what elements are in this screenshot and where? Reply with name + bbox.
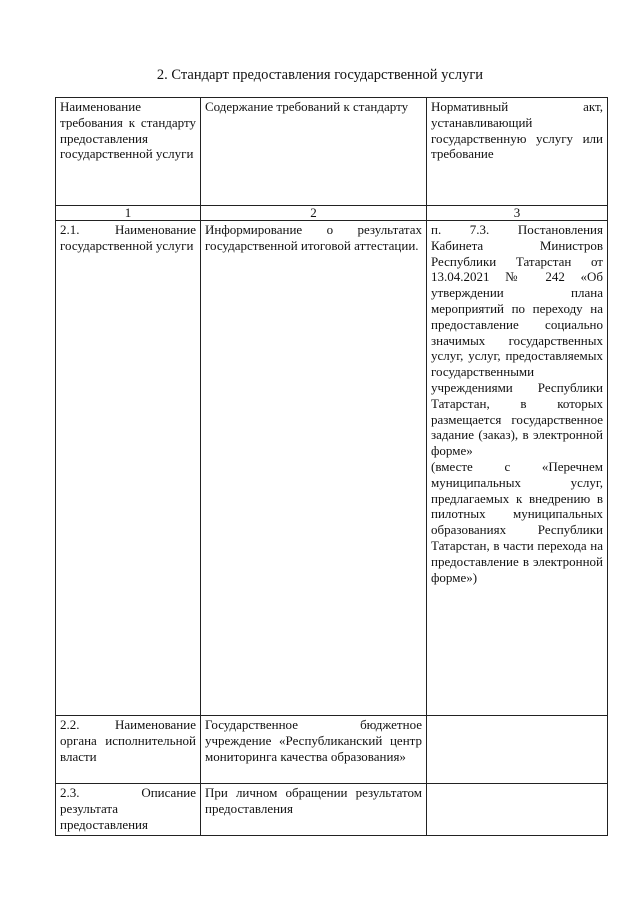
row-content-cell: При личном обращении результатом предоставления [201, 784, 427, 836]
column-number-cell: 1 [56, 206, 201, 221]
column-number-row [56, 206, 608, 221]
row-name-cell: 2.1. Наименование государственной услуги [56, 221, 201, 716]
row-name-cell: 2.2. Наименование органа исполнительной власти [56, 716, 201, 784]
table-header-row [56, 98, 608, 206]
column-number-cell: 2 [201, 206, 427, 221]
header-cell-requirement-name: Наименование требования к стандарту предоставления государственной услуги [56, 98, 201, 206]
act-note: (вместе с «Перечнем муниципальных услуг, предлагаемых к внедрению в пилотных муниципальных образованиях Республики Татарстан, в части перехода на предоставление в электронной форме») [431, 458, 603, 585]
row-act-cell [427, 221, 608, 716]
table-row [56, 221, 608, 716]
row-content-cell: Информирование о результатах государственной итоговой аттестации. [201, 221, 427, 716]
table-row [56, 716, 608, 784]
row-act-cell [427, 784, 608, 836]
row-content-cell: Государственное бюджетное учреждение «Республиканский центр мониторинга качества образования» [201, 716, 427, 784]
column-number-cell: 3 [427, 206, 608, 221]
page-title: 2. Стандарт предоставления государственной услуги [156, 67, 484, 83]
standard-table [55, 97, 608, 836]
header-cell-requirement-content: Содержание требований к стандарту [201, 98, 427, 206]
row-name-cell: 2.3. Описание результата предоставления [56, 784, 201, 836]
table-row [56, 784, 608, 836]
row-act-cell [427, 716, 608, 784]
header-cell-normative-act: Нормативный акт, устанавливающий государственную услугу или требование [427, 98, 608, 206]
act-text: п. 7.3. Постановления Кабинета Министров Республики Татарстан от 13.04.2021 № 242 «Об утверждении плана мероприятий по переходу на предоставление социально значимых государственных услуг, услуг, предоставляемых государственными учреждениями Республики Татарстан, в которых размещается государственное задание (заказ), в электронной форме» [431, 222, 603, 459]
